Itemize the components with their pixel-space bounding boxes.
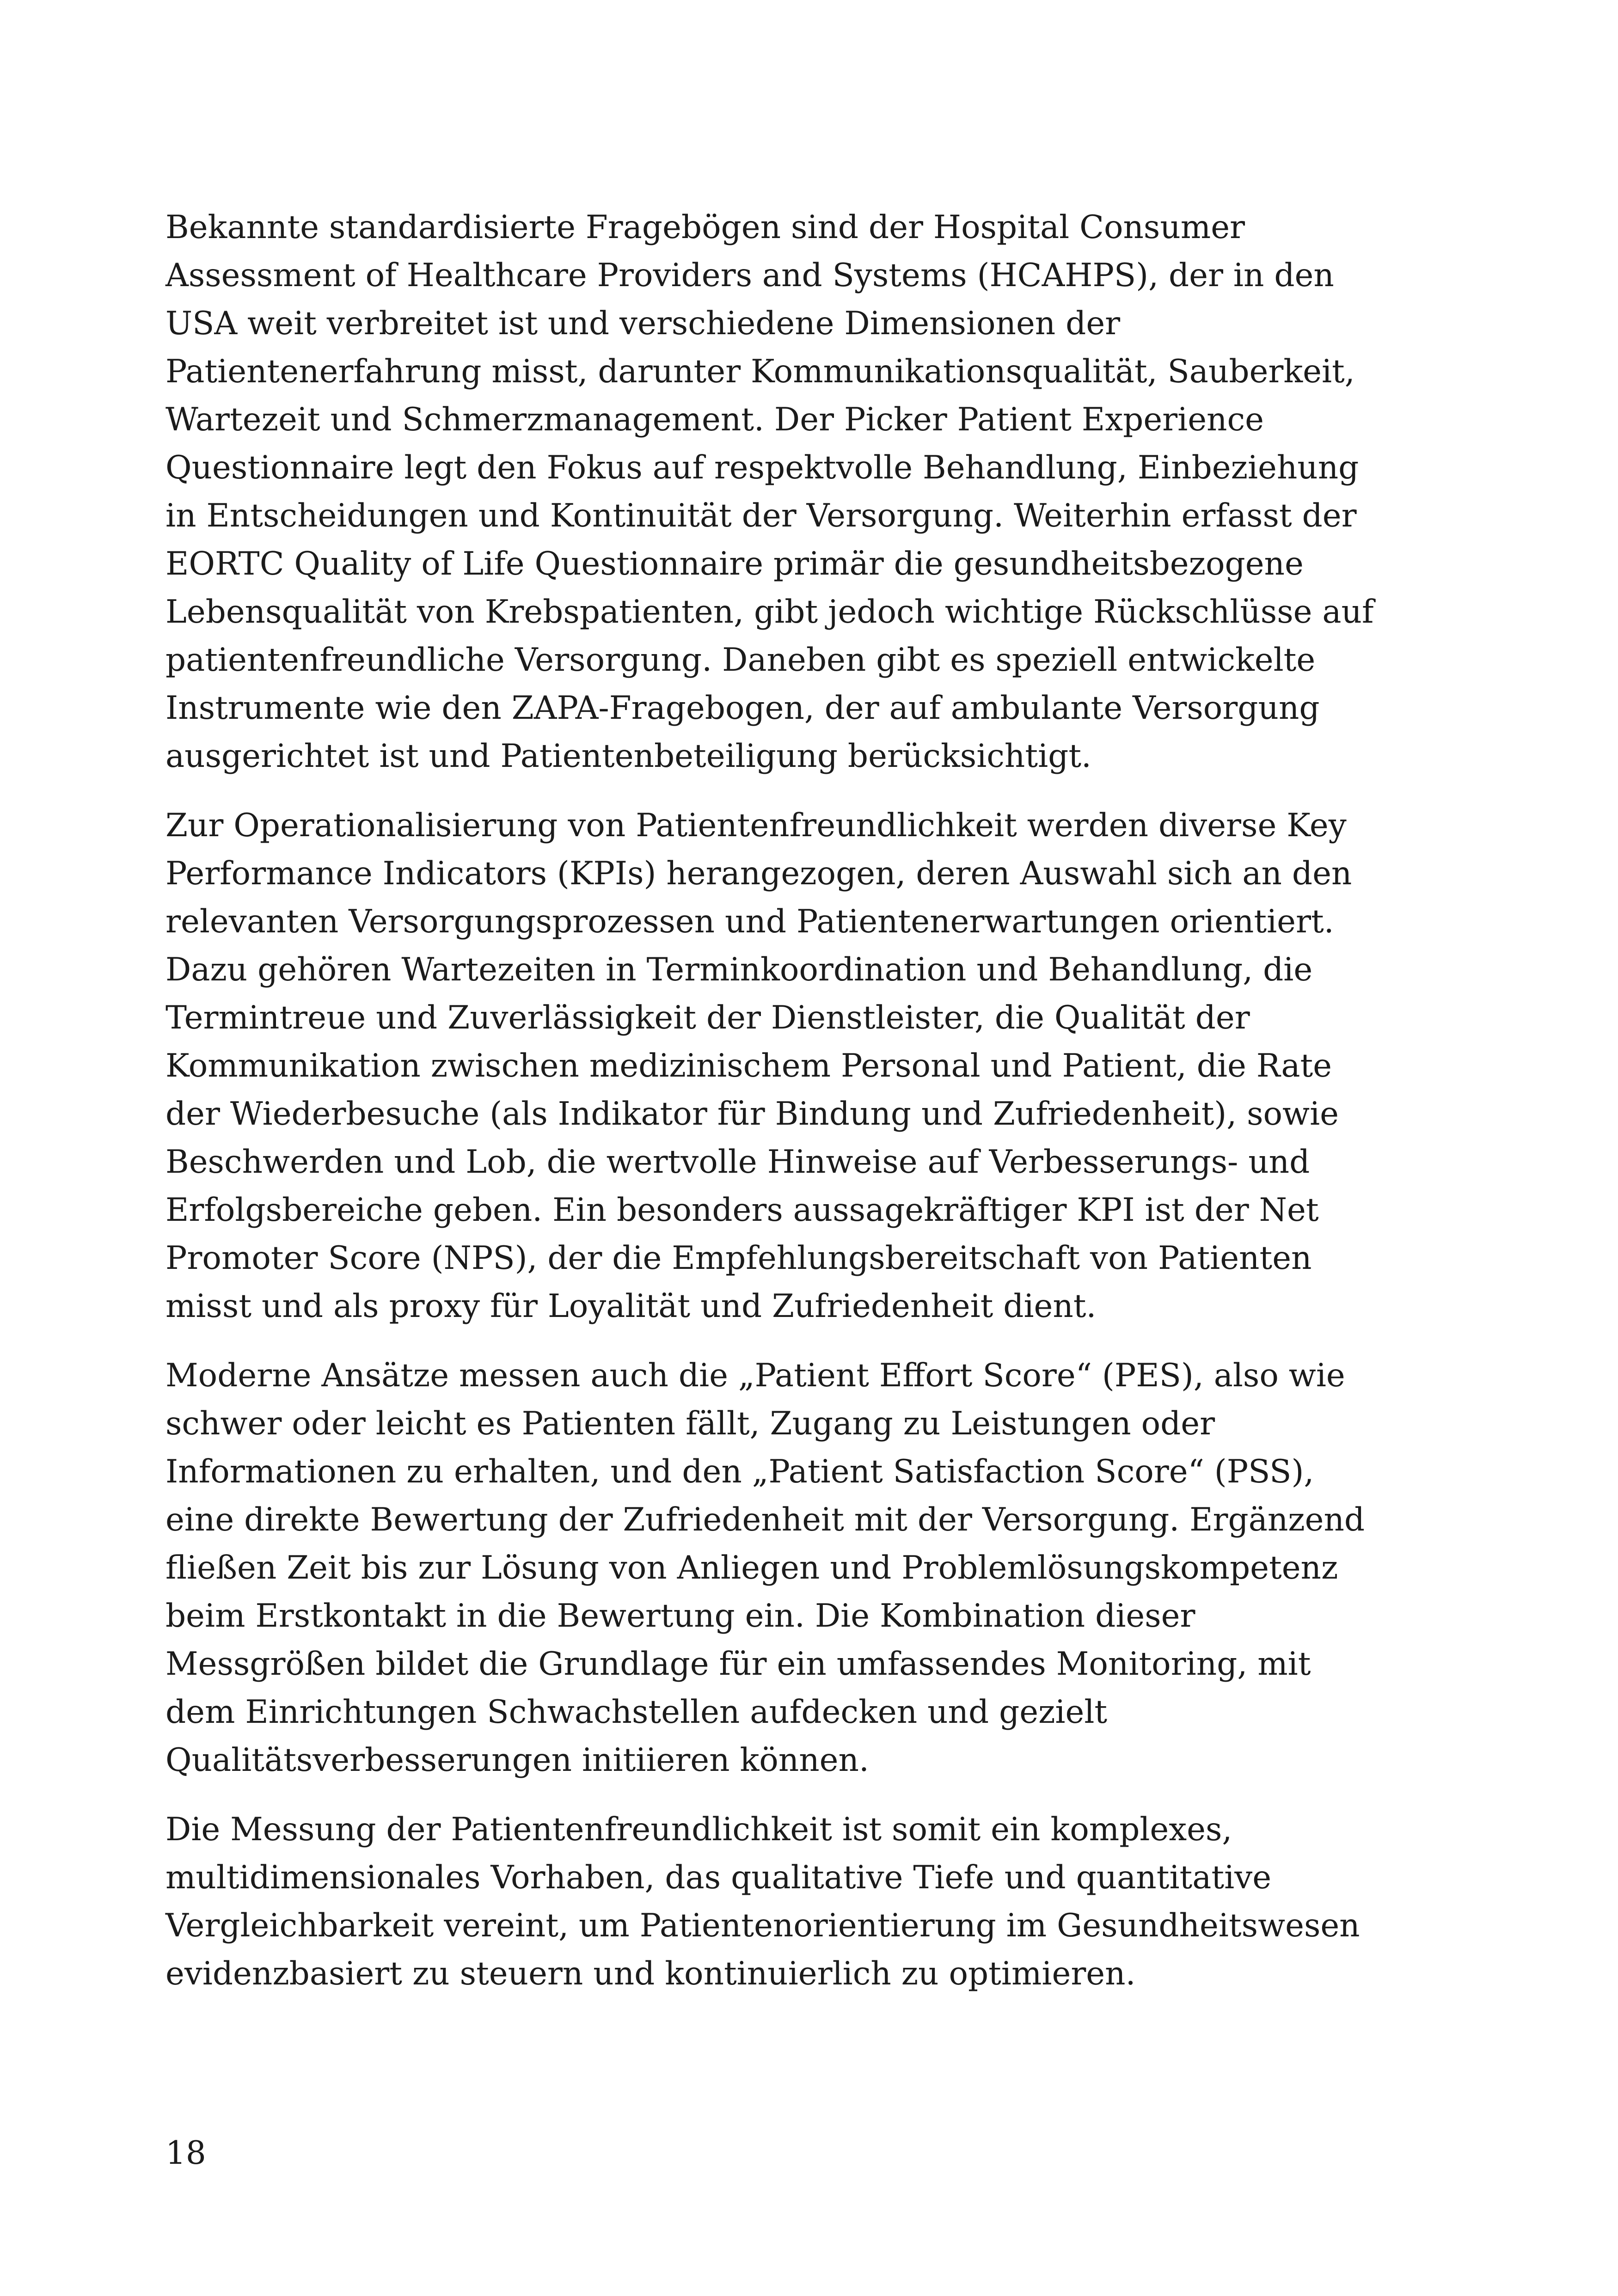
text-line: patientenfreundliche Versorgung. Daneben gibt es speziell entwickelte xyxy=(165,642,1316,679)
text-line: Promoter Score (NPS), der die Empfehlungsbereitschaft von Patienten xyxy=(165,1240,1312,1277)
text-line: Questionnaire legt den Fokus auf respektvolle Behandlung, Einbeziehung xyxy=(165,449,1359,486)
text-line: Informationen zu erhalten, und den „Patient Satisfaction Score“ (PSS), xyxy=(165,1453,1314,1490)
text-line: in Entscheidungen und Kontinuität der Versorgung. Weiterhin erfasst der xyxy=(165,497,1357,534)
text-line: eine direkte Bewertung der Zufriedenheit mit der Versorgung. Ergänzend xyxy=(165,1501,1365,1538)
text-line: Vergleichbarkeit vereint, um Patientenorientierung im Gesundheitswesen xyxy=(165,1907,1360,1944)
text-line: Zur Operationalisierung von Patientenfreundlichkeit werden diverse Key xyxy=(165,807,1347,844)
text-line: Moderne Ansätze messen auch die „Patient Effort Score“ (PES), also wie xyxy=(165,1357,1345,1394)
text-line: fließen Zeit bis zur Lösung von Anliegen und Problemlösungskompetenz xyxy=(165,1549,1338,1586)
text-line: Die Messung der Patientenfreundlichkeit ist somit ein komplexes, xyxy=(165,1811,1232,1848)
text-line: Performance Indicators (KPIs) herangezogen, deren Auswahl sich an den xyxy=(165,855,1352,892)
text-line: multidimensionales Vorhaben, das qualitative Tiefe und quantitative xyxy=(165,1859,1272,1896)
text-line: schwer oder leicht es Patienten fällt, Zugang zu Leistungen oder xyxy=(165,1405,1215,1442)
text-line: Instrumente wie den ZAPA-Fragebogen, der auf ambulante Versorgung xyxy=(165,690,1320,727)
text-line: Assessment of Healthcare Providers and Systems (HCAHPS), der in den xyxy=(165,257,1334,294)
text-line: ausgerichtet ist und Patientenbeteiligung berücksichtigt. xyxy=(165,738,1091,775)
text-line: beim Erstkontakt in die Bewertung ein. Die Kombination dieser xyxy=(165,1598,1195,1635)
text-line: misst und als proxy für Loyalität und Zufriedenheit dient. xyxy=(165,1288,1097,1325)
text-line: Beschwerden und Lob, die wertvolle Hinweise auf Verbesserungs- und xyxy=(165,1144,1310,1181)
text-line: Patientenerfahrung misst, darunter Kommunikationsqualität, Sauberkeit, xyxy=(165,353,1355,390)
text-line: Erfolgsbereiche geben. Ein besonders aussagekräftiger KPI ist der Net xyxy=(165,1192,1319,1229)
body-text xyxy=(165,203,1441,2019)
text-line: EORTC Quality of Life Questionnaire primär die gesundheitsbezogene xyxy=(165,545,1304,582)
text-line: der Wiederbesuche (als Indikator für Bindung und Zufriedenheit), sowie xyxy=(165,1096,1339,1133)
text-line: Kommunikation zwischen medizinischem Personal und Patient, die Rate xyxy=(165,1047,1332,1084)
text-line: USA weit verbreitet ist und verschiedene Dimensionen der xyxy=(165,305,1121,342)
text-line: Dazu gehören Wartezeiten in Terminkoordination und Behandlung, die xyxy=(165,951,1313,988)
paragraph-kpis xyxy=(165,802,1441,1330)
text-line: evidenzbasiert zu steuern und kontinuierlich zu optimieren. xyxy=(165,1955,1136,1992)
paragraph-questionnaires xyxy=(165,203,1441,780)
text-line: Lebensqualität von Krebspatienten, gibt jedoch wichtige Rückschlüsse auf xyxy=(165,594,1374,631)
text-line: relevanten Versorgungsprozessen und Patientenerwartungen orientiert. xyxy=(165,903,1334,940)
page-number: 18 xyxy=(165,2135,206,2172)
text-line: Termintreue und Zuverlässigkeit der Dienstleister, die Qualität der xyxy=(165,999,1250,1036)
text-line: Messgrößen bildet die Grundlage für ein umfassendes Monitoring, mit xyxy=(165,1646,1311,1683)
paragraph-modern-approaches xyxy=(165,1352,1441,1784)
text-line: Wartezeit und Schmerzmanagement. Der Picker Patient Experience xyxy=(165,401,1264,438)
text-line: dem Einrichtungen Schwachstellen aufdecken und gezielt xyxy=(165,1694,1108,1731)
paragraph-conclusion xyxy=(165,1806,1441,1998)
text-line: Bekannte standardisierte Fragebögen sind der Hospital Consumer xyxy=(165,209,1245,246)
text-line: Qualitätsverbesserungen initiieren können. xyxy=(165,1742,869,1779)
